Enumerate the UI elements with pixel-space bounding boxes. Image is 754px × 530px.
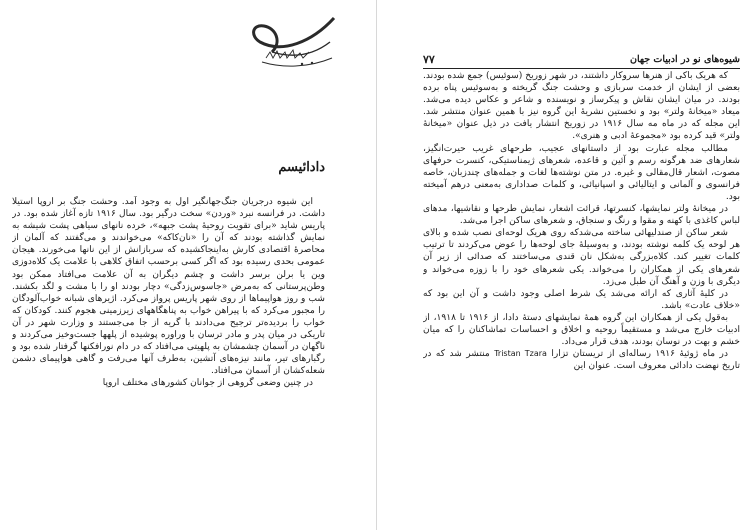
paragraph: مطالب مجله عبارت بود از داستانهای عجیب، طرحهای غریب حیرت‌انگیز، شعارهای ضد هرگونه رسم و آئین و قاعده، شعرهای ژیمناستیکی، کنسرت حرفهای مصوت، اشعار قال‌مقالی و غیره. در متن نوشته‌ها لغات و جمله‌های چندزبان، خاصه فرانسوی و آلمانی و ایتالیائی و اسپانیائی، و کلمات صداداری به‌معنی درهم آمیخته بود. bbox=[423, 143, 740, 202]
paragraph: در میخانهٔ ولتر نمایشها، کنسرتها، قرائت اشعار، نمایش طرحها و نقاشیها، مدهای لباس کاغذی با کهنه و مقوا و رنگ و سنجاق، و شعرهای ساکن اجرا می‌شد. bbox=[423, 204, 740, 227]
paragraph: که هریک باکی از هنرها سروکار داشتند، در شهر زوریخ (سوئیس) جمع شده بودند. بعضی از ایشان از خدمت سربازی و وحشت جنگ گریخته و به‌سوئیس پناه برده بودند. در میان ایشان نقاش و پیکرساز و نویسنده و شاعر و عکاس دیده می‌شد. میعاد «میخانهٔ ولتر» بود و نخستین نشریهٔ این گروه نیز با همین عنوان منتشر شد. این مجله که در ماه مه سال ۱۹۱۶ در زوریخ انتشار یافت در ذیل عنوان «میخانهٔ ولتر» قید کرده بود «مجموعهٔ ادبی و هنری». bbox=[423, 71, 740, 142]
left-page-body bbox=[12, 196, 325, 530]
paragraph: در کلیهٔ آثاری که ارائه می‌شد یک شرط اصلی وجود داشت و آن این بود که «خلاف عادت» باشد. bbox=[423, 288, 740, 311]
right-page-body bbox=[423, 70, 740, 530]
paragraph-text-after: منتشر شد که در تاریخ نهضت دادائی معروف است. عنوان این bbox=[423, 349, 740, 372]
paragraph-text-before: در ماه ژوئیهٔ ۱۹۱۶ رساله‌ای از تریستان تزارا bbox=[546, 349, 729, 360]
paragraph: در چنین وضعی گروهی از جوانان کشورهای مختلف اروپا bbox=[102, 378, 313, 389]
paragraph-with-latin bbox=[423, 348, 740, 372]
paragraph: به‌قول یکی از همکاران این گروه همهٔ نمایشهای دستهٔ دادا، از ۱۹۱۶ تا ۱۹۱۸، از ادبیات خارج می‌شد و مستقیماً روحیه و اخلاق و احساسات تماشاکنان را که میان خشم و بهت در نوسان بودند، هدف قرار می‌داد. bbox=[423, 312, 740, 348]
header-rule bbox=[423, 68, 740, 69]
section-title: دادائیسم bbox=[278, 160, 325, 175]
inline-latin-name: Tristan Tzara bbox=[494, 349, 547, 359]
page-number: ۷۷ bbox=[423, 53, 435, 66]
running-title: شیوه‌های نو در ادبیات جهان bbox=[630, 54, 740, 65]
paragraph: شعر ساکن از صندلیهائی ساخته می‌شدکه روی هریک لوحه‌ای نصب شده و بالای هر لوحه یک کلمه نوشته بودند، و به‌وسیلهٔ جای لوحه‌ها را عوض می‌کردند تا ترتیب کلمات تغییر کند. کلاه‌بزرگی به‌شکل نان قندی می‌ساختند که صدائی از زیر آن شعرهای یکی از همکاران را می‌خواند. یکی شعرهای خود را با زوزه می‌خواند و دیگری با وزن و آهنگ آن طبل می‌زد. bbox=[423, 228, 740, 287]
right-page bbox=[377, 0, 754, 530]
running-header bbox=[423, 54, 740, 68]
paragraph: این شیوه درجریان جنگ‌جهانگیر اول به وجود آمد. وحشت جنگ بر اروپا استیلا داشت. در فرانسه نبرد «وردن» سخت درگیر بود. سال ۱۹۱۶ تازه آغاز شده بود. در پاریس شاید «برای تقویت روحیهٔ پشت جبهه»، خرده نانهای سیاهی پشت شیشه به نمایش گذاشته بودند که آن را «نان‌کاکه» می‌خواندند و می‌گفتند که آلمان از محاصرهٔ اقتصادی کارش به‌اینجاکشیده که سربازانش از این نانها می‌خورند. هیجان عمومی بحدی رسیده بود که اگر کسی برحسب اتفاق کلاهی با علامت یک کلاه‌دوزی وین یا برلن برسر داشت و چشم دیگران به آن علامت می‌افتاد ممکن بود وطن‌پرستانی که به‌مرض «جاسوس‌زدگی» دچار بودند او را با مشت و لگد بکشند. شب و روز هواپیماها از روی شهر پاریس پرواز می‌کرد. اژیرهای شبانه خواب‌آلودگان را مجبور می‌کرد که با پیراهن خواب به پناهگاههای زیرزمینی هجوم کنند. کودکان که خواب را بردیده‌تر ترجیح می‌دادند با گریه از جا می‌جستند و وزارت شهر در آن تاریکی در میان پدر و مادر ترسان با وراوره پوشیده از پلهها جست‌وخیز می‌کردند و ناگهان در آسمان چشمشان به پلهیتی می‌افتاد که در دام نورافکنها گرفتار شده بود و رگبارهای تیر، مانند نیزه‌های آتشین، به‌طرف آنها می‌رفت و گاهی هواپیمای دشمن شعله‌کشان از آسمان می‌افتاد. bbox=[12, 197, 325, 377]
calligraphy-seal-icon bbox=[242, 12, 342, 72]
